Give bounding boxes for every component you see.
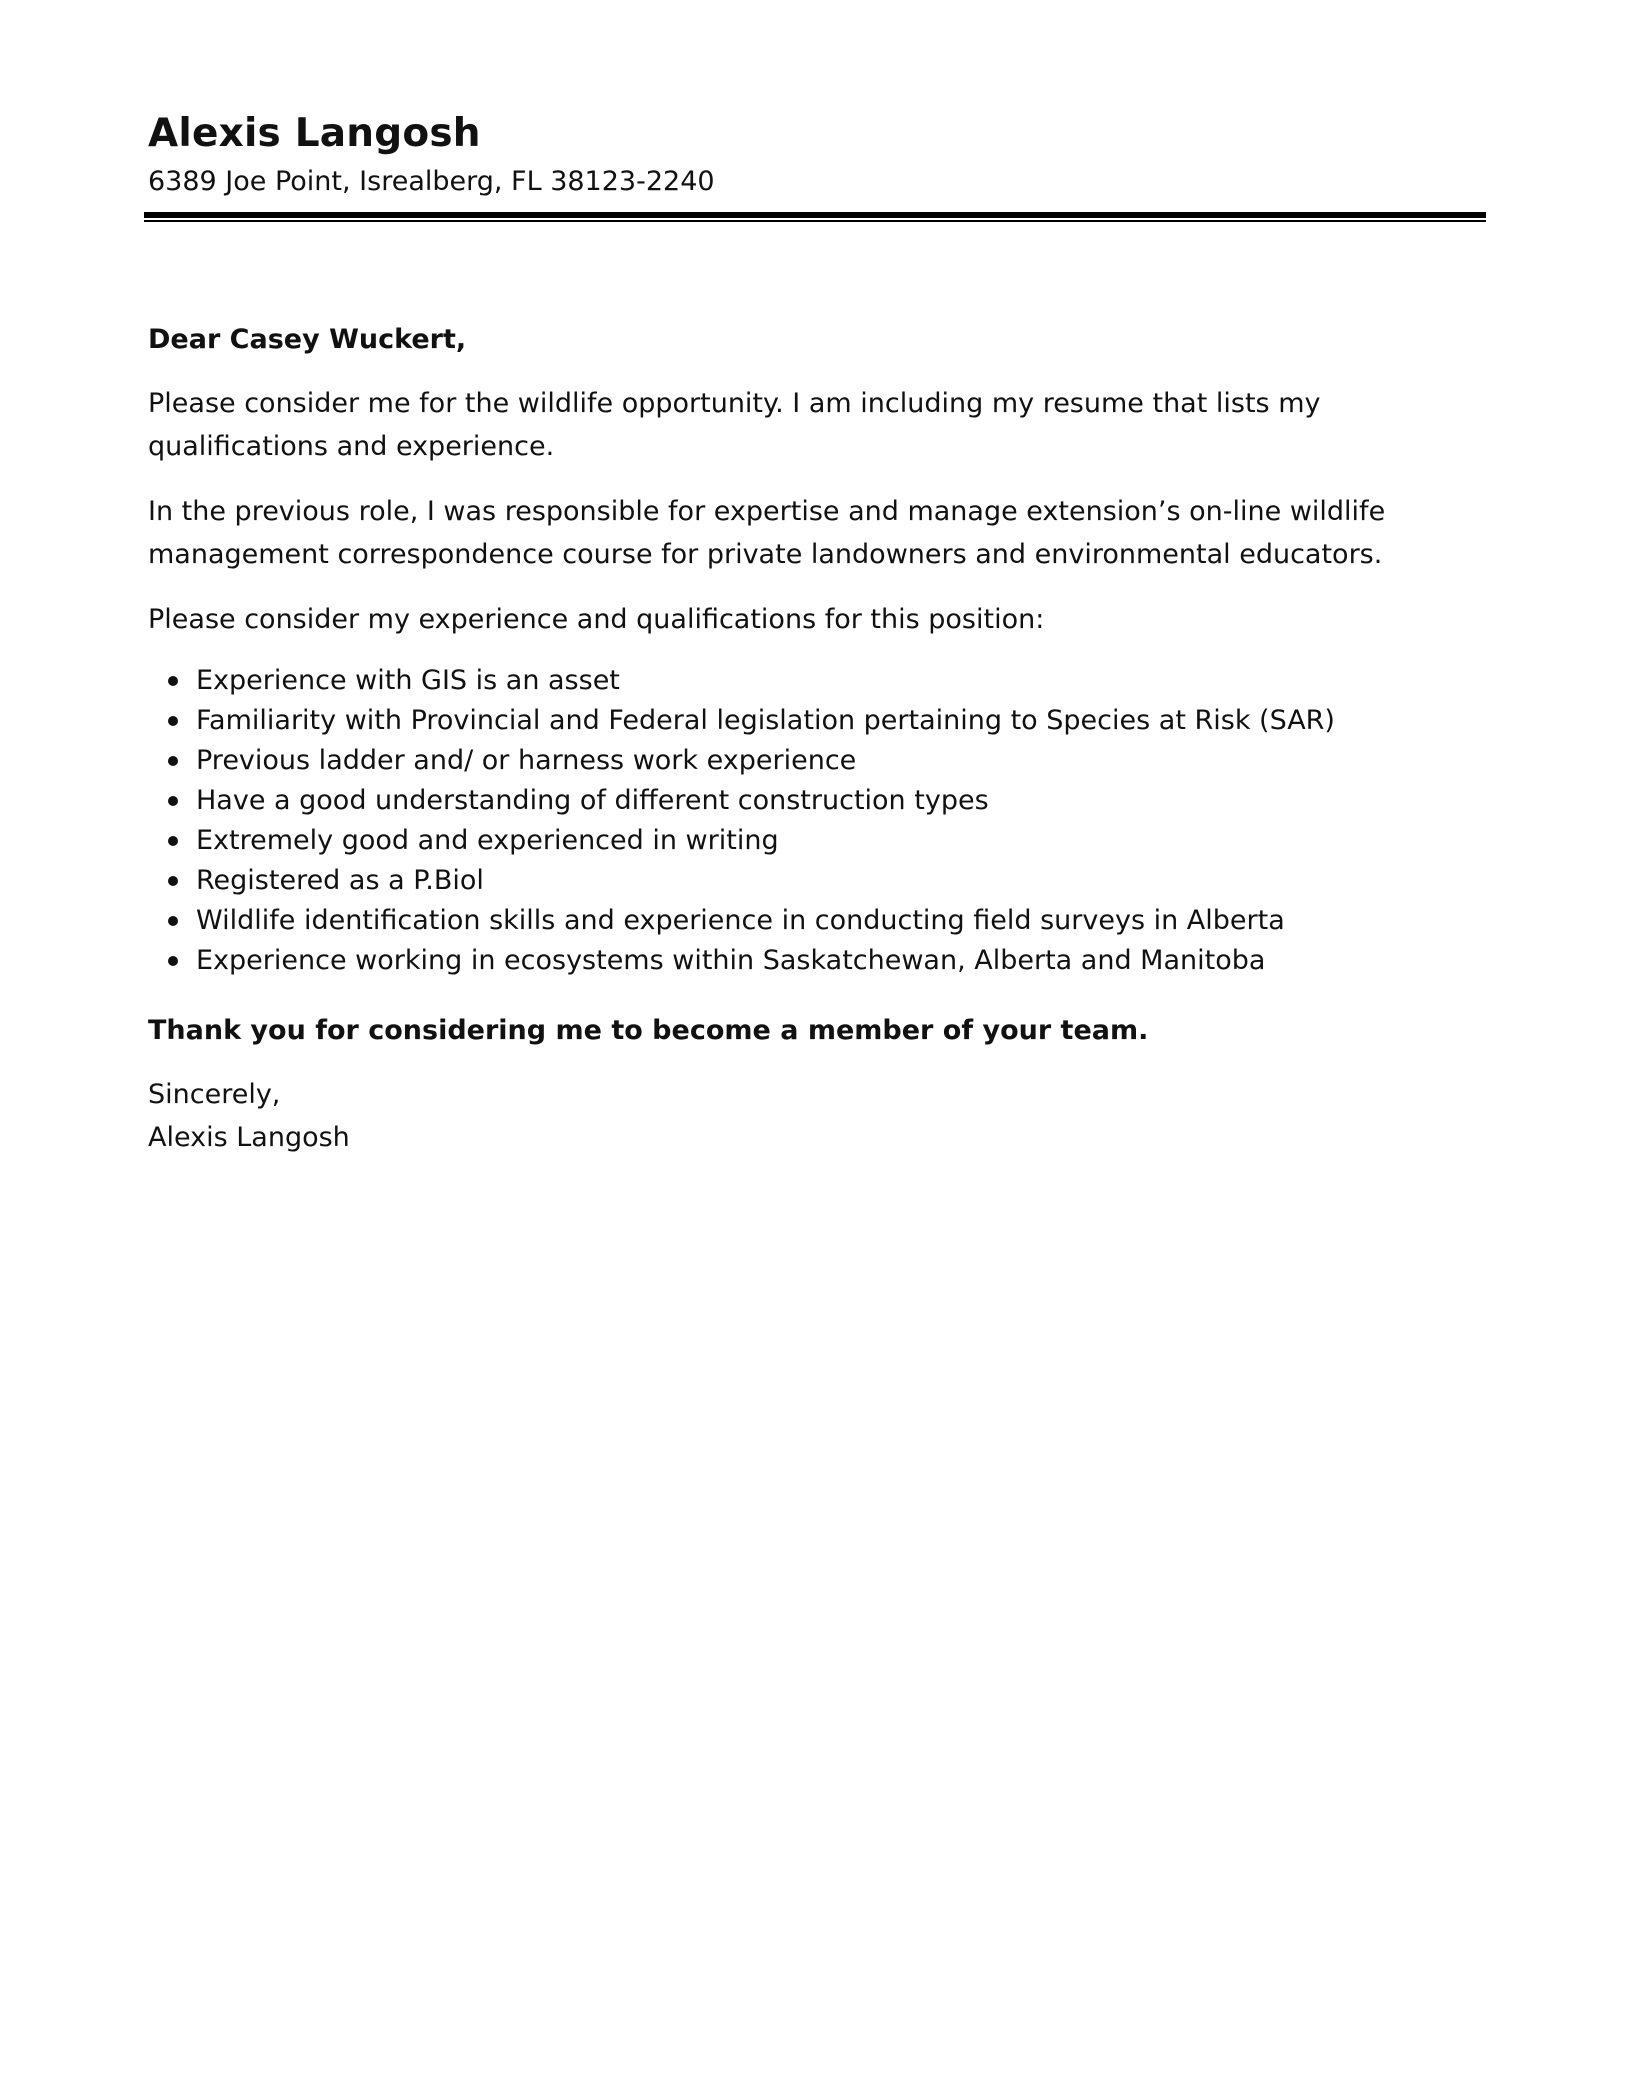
salutation: Dear Casey Wuckert, [148, 324, 467, 355]
letter-body [148, 320, 1488, 1159]
signature-name: Alexis Langosh [148, 1122, 350, 1153]
list-item: Experience working in ecosystems within Saskatchewan, Alberta and Manitoba [196, 941, 1488, 981]
list-item: Experience with GIS is an asset [196, 661, 1488, 701]
paragraph-previous-role: In the previous role, I was responsible for expertise and manage extension’s on-line wildlife management correspondence course for private landowners and environmental educators. [148, 496, 1386, 570]
letter-page [148, 108, 1488, 1153]
list-item: Wildlife identification skills and experience in conducting field surveys in Alberta [196, 901, 1488, 941]
divider-thin-line [144, 220, 1486, 222]
divider-thick-line [144, 212, 1486, 218]
list-item: Familiarity with Provincial and Federal legislation pertaining to Species at Risk (SAR) [196, 701, 1488, 741]
qualifications-list [148, 661, 1488, 981]
header-divider [144, 212, 1486, 224]
sender-address: 6389 Joe Point, Isrealberg, FL 38123-2240 [148, 166, 715, 197]
list-item: Have a good understanding of different construction types [196, 781, 1488, 821]
sender-name: Alexis Langosh [148, 111, 481, 156]
paragraph-qualifications-lead: Please consider my experience and qualifications for this position: [148, 604, 1045, 635]
list-item: Previous ladder and/ or harness work experience [196, 741, 1488, 781]
signoff: Sincerely, [148, 1079, 281, 1110]
paragraph-intro: Please consider me for the wildlife opportunity. I am including my resume that lists my qualifications and experience. [148, 388, 1321, 462]
list-item: Extremely good and experienced in writing [196, 821, 1488, 861]
closing-statement: Thank you for considering me to become a member of your team. [148, 1015, 1149, 1046]
list-item: Registered as a P.Biol [196, 861, 1488, 901]
